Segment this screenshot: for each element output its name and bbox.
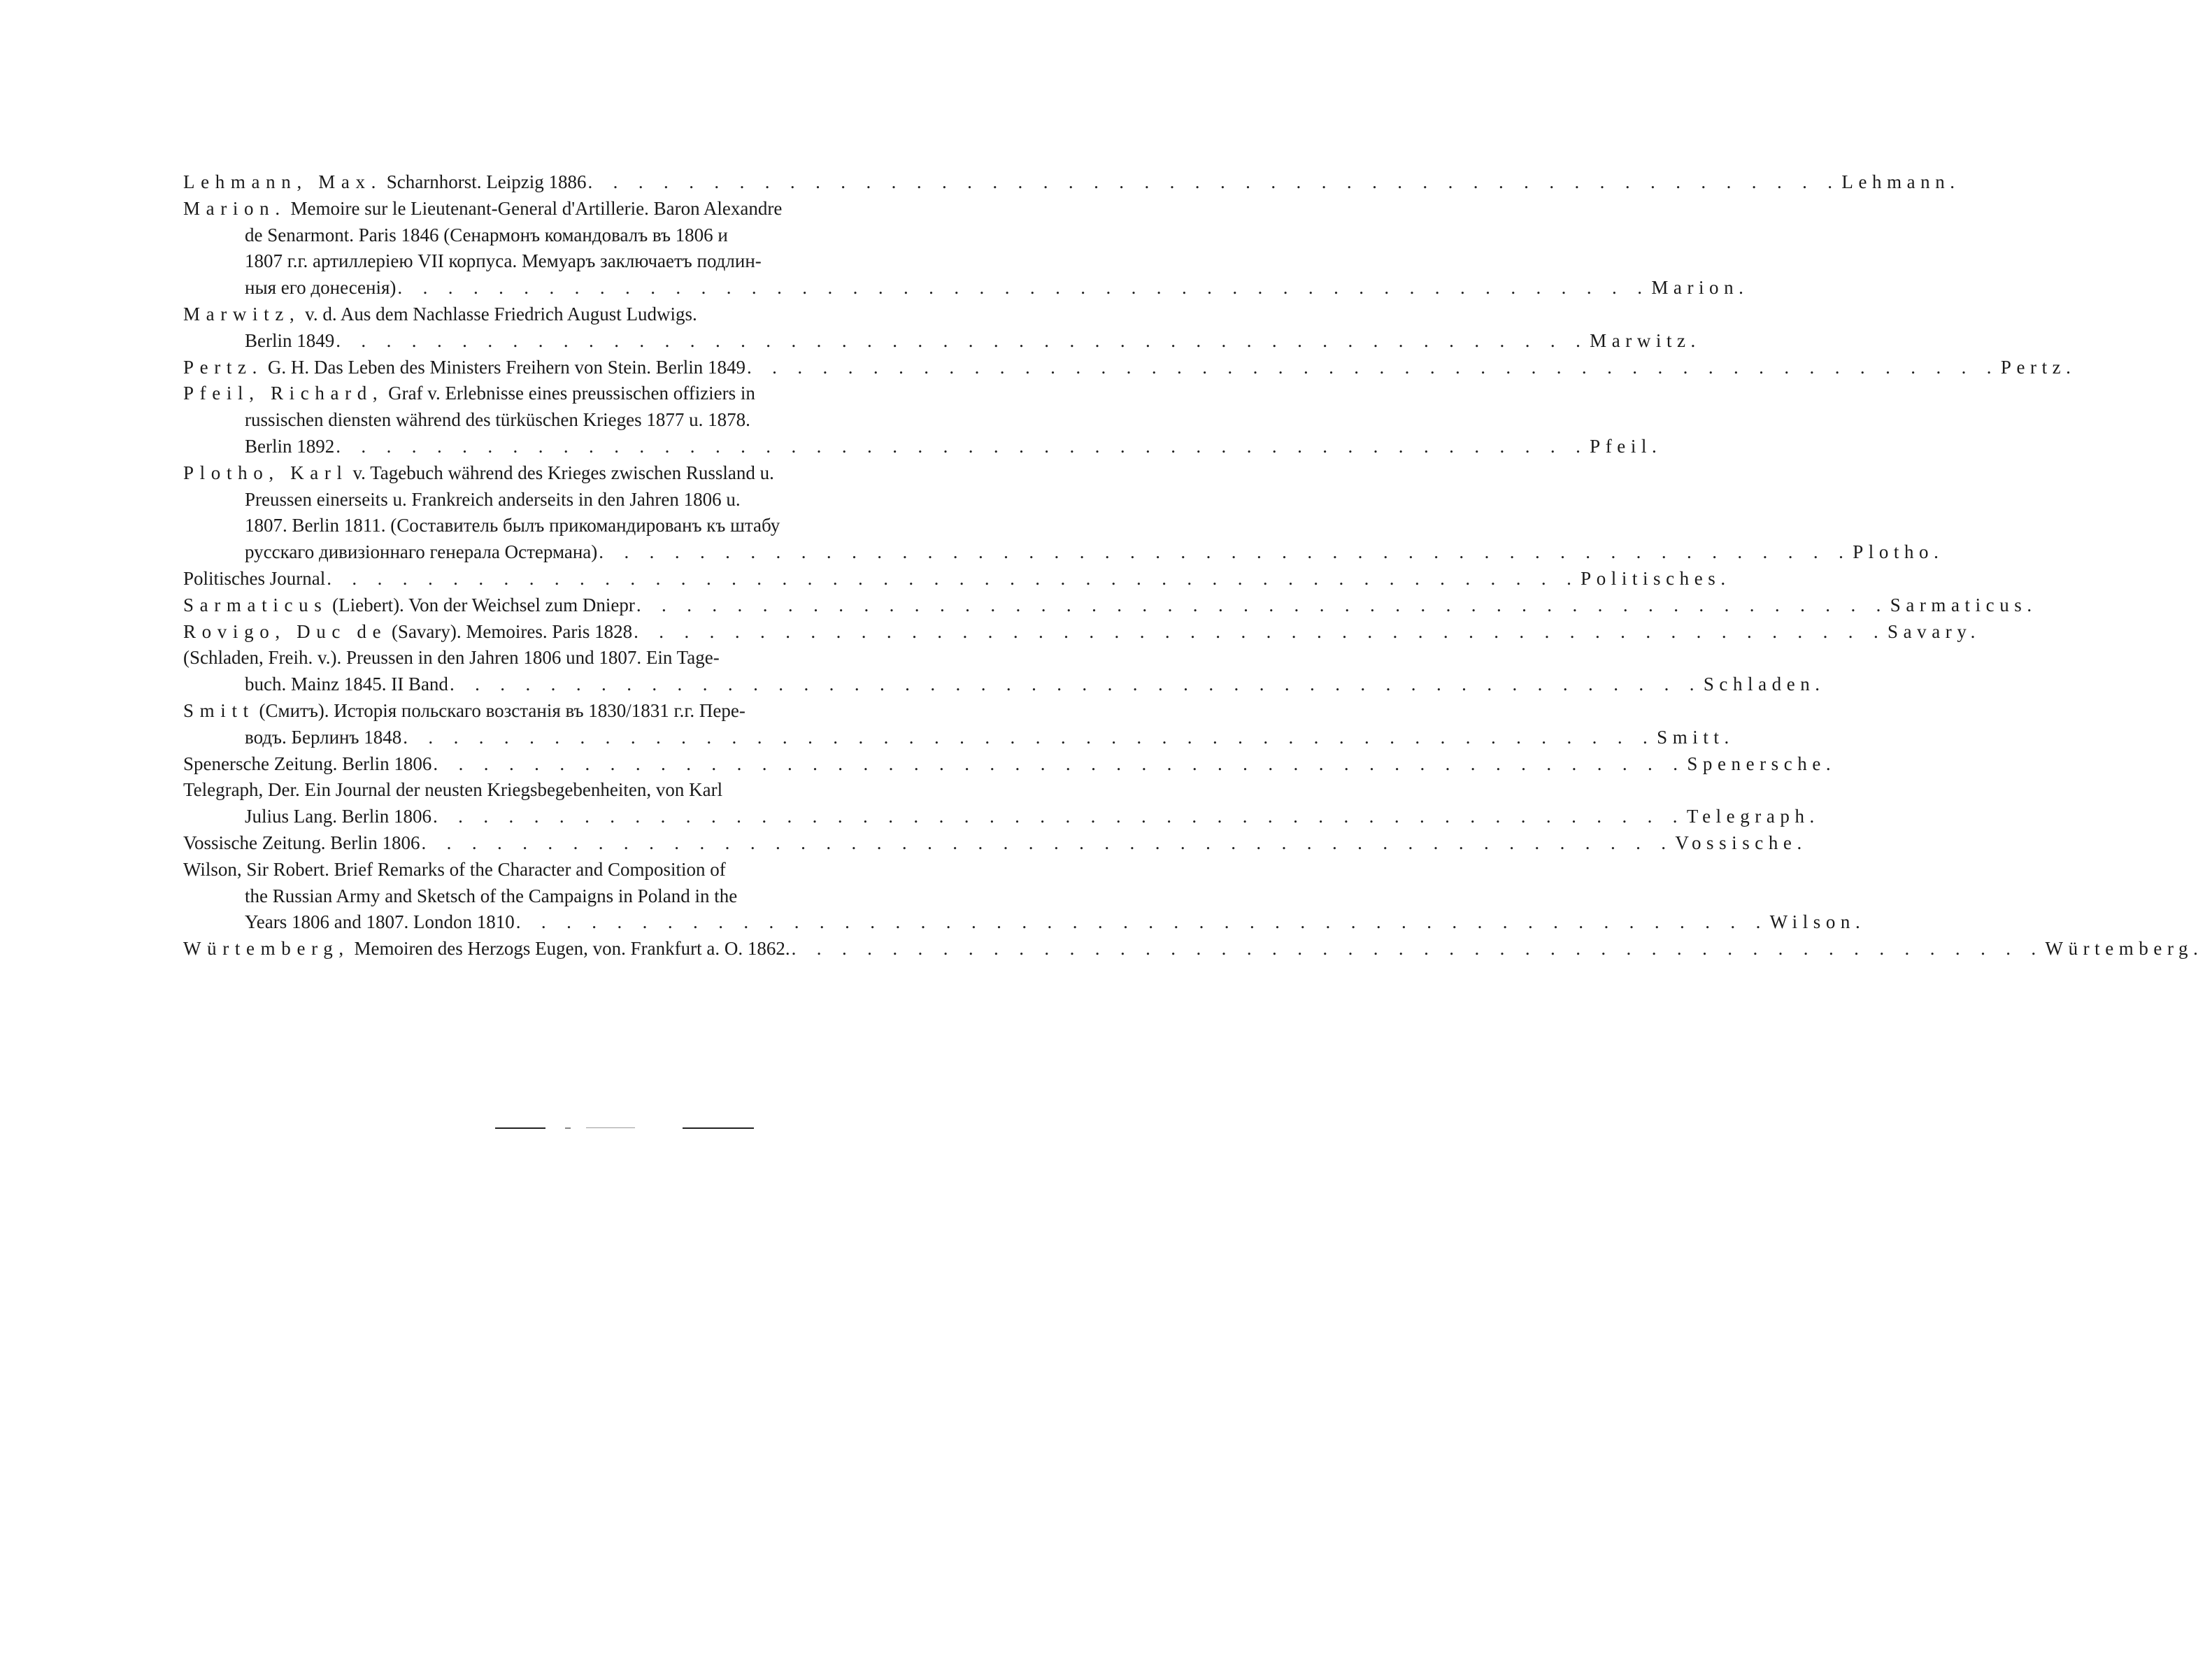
- entry-text-run: buch. Mainz 1845. II Band: [245, 674, 448, 695]
- bibliography-entry: [183, 592, 2037, 619]
- entry-text: [183, 698, 745, 725]
- entry-text-run: russischen diensten während des türküschen Krieges 1877 u. 1878.: [245, 409, 750, 431]
- closing-rule: [495, 1127, 754, 1130]
- leader-dots: . . . . . . . . . . . . . . . . . . . . . . . . . . . . . . . . . . . . . . . . . . . . . . . . . .: [746, 356, 1999, 378]
- entry-final-line: [183, 751, 1836, 778]
- abbreviation-label: Savary.: [1888, 620, 1981, 642]
- entry-text: [183, 592, 635, 619]
- bibliography-entry: [183, 566, 1731, 592]
- entry-text-run: Scharnhorst. Leipzig 1886: [382, 171, 587, 192]
- entry-text-run: v. d. Aus dem Nachlasse Friedrich August Ludwigs.: [300, 303, 697, 325]
- entry-final-line: [183, 539, 1944, 566]
- entry-text-run: (Liebert). Von der Weichsel zum Dniepr: [327, 594, 635, 615]
- bibliography-entry: [183, 857, 1866, 936]
- author-spaced-name: Marwitz,: [183, 303, 301, 325]
- entry-final-line: [183, 909, 1866, 936]
- entry-line: [183, 407, 1050, 434]
- entry-text-run: 1807 г.г. артиллеріею VII корпуса. Мемуаръ заключаетъ подлин-: [245, 250, 762, 272]
- bibliography-entry: [183, 777, 1820, 830]
- bibliography-entry: [183, 460, 1944, 566]
- entry-final-line: [183, 566, 1731, 592]
- entry-line: [183, 248, 1050, 275]
- entry-text-run: Preussen einerseits u. Frankreich anderseits in den Jahren 1806 u.: [245, 488, 741, 510]
- bibliography-entry: [183, 936, 2204, 962]
- abbreviation-label: Politisches.: [1580, 567, 1731, 589]
- entry-final-line: [183, 328, 1701, 355]
- author-spaced-name: Pfeil, Richard,: [183, 383, 384, 404]
- author-spaced-name: Rovigo, Duc de: [183, 620, 387, 642]
- entry-text: [245, 487, 741, 513]
- abbreviation-label: Spenersche.: [1687, 753, 1836, 774]
- entry-text: [245, 804, 431, 830]
- entry-text: [183, 460, 774, 487]
- entry-text-run: v. Tagebuch während des Krieges zwischen Russland u.: [348, 462, 774, 483]
- entry-line: [183, 380, 1050, 407]
- entry-line: [183, 487, 1050, 513]
- entry-text: [183, 645, 720, 671]
- entry-text: [183, 566, 325, 592]
- entry-text: [245, 539, 597, 566]
- entry-text: [183, 857, 726, 883]
- abbreviation-label: Pertz.: [2000, 356, 2076, 378]
- entry-text: [245, 328, 334, 355]
- leader-dots: . . . . . . . . . . . . . . . . . . . . . . . . . . . . . . . . . . . . . . . . . . . . . . . . . .: [421, 832, 1674, 853]
- entry-text: [245, 513, 780, 539]
- entry-text-run: Vossische Zeitung. Berlin 1806: [183, 832, 420, 853]
- bibliography-entry: [183, 751, 1836, 778]
- entry-text-run: Wilson, Sir Robert. Brief Remarks of the Character and Composition of: [183, 858, 726, 880]
- entry-line: [183, 698, 1050, 725]
- entry-text: [183, 355, 745, 381]
- abbreviation-label: Smitt.: [1657, 726, 1734, 748]
- entry-final-line: [183, 725, 1734, 751]
- entry-final-line: [183, 592, 2037, 619]
- entry-text-run: de Senarmont. Paris 1846 (Сенармонъ командовалъ въ 1806 и: [245, 224, 728, 245]
- entry-text-run: (Schladen, Freih. v.). Preussen in den Jahren 1806 und 1807. Ein Tage-: [183, 647, 720, 669]
- leader-dots: . . . . . . . . . . . . . . . . . . . . . . . . . . . . . . . . . . . . . . . . . . . . . . . . . .: [433, 753, 1686, 774]
- entry-text-run: Spenersche Zeitung. Berlin 1806: [183, 753, 432, 774]
- bibliography-entry: [183, 169, 1960, 196]
- entry-line: [183, 883, 1050, 910]
- entry-line: [183, 196, 1050, 222]
- entry-text-run: (Смитъ). Исторія польскаго возстанія въ 1830/1831 г.г. Пере-: [254, 699, 745, 721]
- entry-text: [245, 248, 762, 275]
- entry-text-run: Politisches Journal: [183, 567, 326, 589]
- bibliography-entry: [183, 380, 1662, 460]
- author-spaced-name: Pertz.: [183, 356, 264, 378]
- entry-text-run: the Russian Army and Sketsch of the Campaigns in Poland in the: [245, 885, 738, 906]
- entry-text-run: Berlin 1892: [245, 435, 335, 457]
- author-spaced-name: Sarmaticus: [183, 594, 328, 615]
- entry-final-line: [183, 619, 1981, 646]
- bibliography-entry: [183, 830, 1807, 857]
- author-spaced-name: Plotho, Karl: [183, 462, 348, 483]
- entry-line: [183, 222, 1050, 249]
- entry-final-line: [183, 355, 2076, 381]
- abbreviation-label: Lehmann.: [1841, 171, 1960, 192]
- entry-text-run: (Savary). Memoires. Paris 1828: [387, 620, 633, 642]
- entry-text-run: ныя его донесенія): [245, 277, 397, 299]
- abbreviation-label: Schladen.: [1703, 674, 1825, 695]
- entry-text: [183, 751, 431, 778]
- abbreviation-label: Sarmaticus.: [1890, 594, 2037, 615]
- bibliography-entry: [183, 619, 1981, 646]
- entry-line: [183, 460, 1050, 487]
- entry-line: [183, 857, 1050, 883]
- abbreviation-label: Marwitz.: [1590, 329, 1701, 351]
- leader-dots: . . . . . . . . . . . . . . . . . . . . . . . . . . . . . . . . . . . . . . . . . . . . . . . . . .: [432, 806, 1685, 827]
- leader-dots: . . . . . . . . . . . . . . . . . . . . . . . . . . . . . . . . . . . . . . . . . . . . . . . . . .: [634, 620, 1887, 642]
- entry-line: [183, 777, 1050, 804]
- entry-text-run: 1807. Berlin 1811. (Составитель былъ прикомандированъ къ штабу: [245, 515, 780, 536]
- bibliography-entry: [183, 196, 1749, 301]
- entry-final-line: [183, 434, 1662, 460]
- bibliography-entry: [183, 698, 1734, 751]
- abbreviation-label: Wilson.: [1769, 911, 1866, 933]
- entry-text: [183, 619, 632, 646]
- leader-dots: . . . . . . . . . . . . . . . . . . . . . . . . . . . . . . . . . . . . . . . . . . . . . . . . . .: [397, 277, 1650, 299]
- leader-dots: . . . . . . . . . . . . . . . . . . . . . . . . . . . . . . . . . . . . . . . . . . . . . . . . . .: [791, 938, 2044, 960]
- entry-text-run: Graf v. Erlebnisse eines preussischen offiziers in: [383, 383, 755, 404]
- entry-line: [183, 513, 1050, 539]
- bibliography-list: [183, 169, 2204, 962]
- leader-dots: . . . . . . . . . . . . . . . . . . . . . . . . . . . . . . . . . . . . . . . . . . . . . . . . . .: [336, 329, 1589, 351]
- entry-text: [245, 275, 396, 301]
- entry-text: [245, 883, 737, 910]
- entry-text: [183, 830, 420, 857]
- abbreviation-label: Plotho.: [1853, 541, 1944, 563]
- abbreviation-label: Vossische.: [1675, 832, 1807, 853]
- leader-dots: . . . . . . . . . . . . . . . . . . . . . . . . . . . . . . . . . . . . . . . . . . . . . . . . . .: [587, 171, 1841, 192]
- entry-text-run: русскаго дивизіоннаго генерала Остермана): [245, 541, 598, 563]
- entry-final-line: [183, 169, 1960, 196]
- entry-text-run: Memoire sur le Lieutenant-General d'Artillerie. Baron Alexandre: [285, 197, 783, 219]
- bibliography-entry: [183, 355, 2076, 381]
- entry-text: [183, 196, 782, 222]
- abbreviation-label: Marion.: [1651, 277, 1749, 299]
- author-spaced-name: Marion.: [183, 197, 286, 219]
- bibliography-entry: [183, 645, 1825, 698]
- entry-text-run: Berlin 1849: [245, 329, 335, 351]
- entry-text: [245, 222, 728, 249]
- entry-final-line: [183, 275, 1749, 301]
- abbreviation-label: Telegraph.: [1686, 806, 1820, 827]
- entry-final-line: [183, 671, 1825, 698]
- leader-dots: . . . . . . . . . . . . . . . . . . . . . . . . . . . . . . . . . . . . . . . . . . . . . . . . . .: [636, 594, 1889, 615]
- leader-dots: . . . . . . . . . . . . . . . . . . . . . . . . . . . . . . . . . . . . . . . . . . . . . . . . . .: [403, 726, 1656, 748]
- entry-final-line: [183, 830, 1807, 857]
- leader-dots: . . . . . . . . . . . . . . . . . . . . . . . . . . . . . . . . . . . . . . . . . . . . . . . . . .: [336, 435, 1589, 457]
- abbreviation-label: Pfeil.: [1590, 435, 1662, 457]
- entry-text: [183, 777, 722, 804]
- entry-text-run: Julius Lang. Berlin 1806: [245, 806, 431, 827]
- leader-dots: . . . . . . . . . . . . . . . . . . . . . . . . . . . . . . . . . . . . . . . . . . . . . . . . . .: [449, 674, 1702, 695]
- entry-line: [183, 301, 1050, 328]
- abbreviation-label: Würtemberg.: [2045, 938, 2204, 960]
- entry-text-run: Telegraph, Der. Ein Journal der neusten Kriegsbegebenheiten, von Karl: [183, 779, 723, 801]
- leader-dots: . . . . . . . . . . . . . . . . . . . . . . . . . . . . . . . . . . . . . . . . . . . . . . . . . .: [599, 541, 1852, 563]
- entry-text: [245, 434, 334, 460]
- entry-text-run: G. H. Das Leben des Ministers Freihern von Stein. Berlin 1849: [263, 356, 745, 378]
- entry-text: [183, 301, 697, 328]
- entry-text-run: водъ. Берлинъ 1848: [245, 726, 402, 748]
- author-spaced-name: Würtemberg,: [183, 938, 350, 960]
- entry-text: [245, 725, 401, 751]
- bibliography-entry: [183, 301, 1701, 355]
- entry-text: [183, 169, 586, 196]
- entry-line: [183, 645, 1050, 671]
- author-spaced-name: Smitt: [183, 699, 255, 721]
- entry-text: [245, 671, 448, 698]
- entry-text: [245, 909, 515, 936]
- entry-text: [245, 407, 750, 434]
- entry-text-run: Years 1806 and 1807. London 1810: [245, 911, 515, 933]
- leader-dots: . . . . . . . . . . . . . . . . . . . . . . . . . . . . . . . . . . . . . . . . . . . . . . . . . .: [515, 911, 1769, 933]
- entry-text: [183, 380, 755, 407]
- entry-final-line: [183, 804, 1820, 830]
- entry-final-line: [183, 936, 2204, 962]
- entry-text: [183, 936, 790, 962]
- leader-dots: . . . . . . . . . . . . . . . . . . . . . . . . . . . . . . . . . . . . . . . . . . . . . . . . . .: [327, 567, 1580, 589]
- entry-text-run: Memoiren des Herzogs Eugen, von. Frankfurt a. O. 1862.: [349, 938, 790, 960]
- author-spaced-name: Lehmann, Max.: [183, 171, 383, 192]
